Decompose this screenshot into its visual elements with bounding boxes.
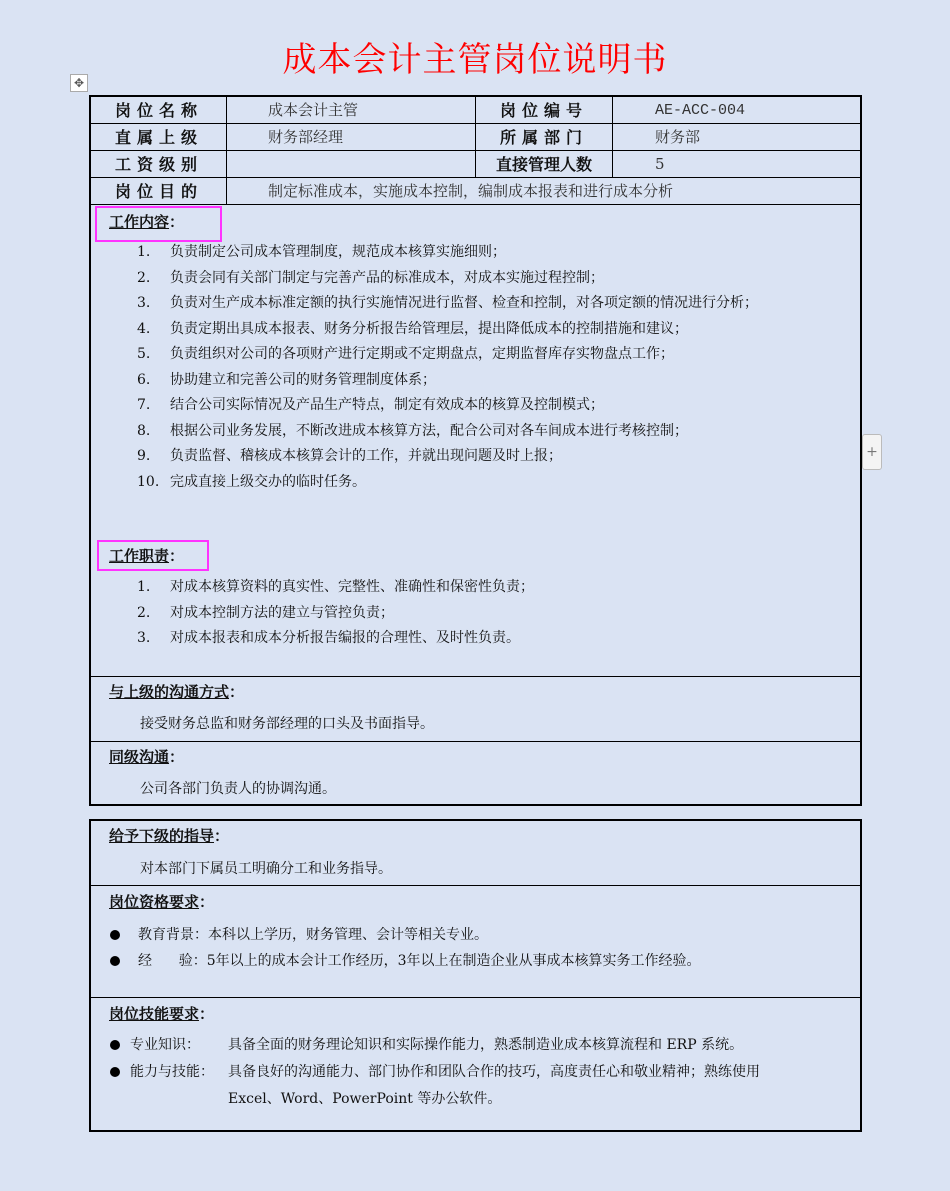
list-number: 2. [137,269,151,286]
bullet-icon [110,930,120,940]
position-name-label: 岗位名称 [114,101,203,120]
list-text: 对成本核算资料的真实性、完整性、准确性和保密性负责； [170,579,534,595]
skill-item: 能力与技能： 具备良好的沟通能力、部门协作和团队合作的技巧，高度责任心和敬业精神；熟练使用 [110,1061,760,1081]
bullet-icon [110,956,120,966]
department-value: 财务部 [655,128,701,146]
list-text: 负责组织对公司的各项财产进行定期或不定期盘点，定期监督库存实物盘点工作； [170,346,674,362]
list-item [137,393,758,419]
list-number: 3. [137,295,151,311]
qualification-item: 教育背景：本科以上学历，财务管理、会计等相关专业。 [110,924,488,944]
add-column-plus-icon[interactable]: + [862,434,882,470]
list-item [137,444,758,470]
table-move-handle-icon[interactable]: ✥ [70,74,88,92]
subordinates-label: 直接管理人数 [495,155,592,174]
subordinates-value: 5 [655,155,665,173]
list-text: 对成本报表和成本分析报告编报的合理性、及时性负责。 [170,630,520,646]
list-item [137,470,758,496]
superior-label: 直属上级 [114,128,203,147]
list-item [137,317,758,343]
list-text: 根据公司业务发展，不断改进成本核算方法，配合公司对各车间成本进行考核控制； [170,422,688,439]
peer-communication-text: 公司各部门负责人的协调沟通。 [140,781,336,797]
list-number: 5. [137,346,151,362]
upward-communication-text: 接受财务总监和财务部经理的口头及书面指导。 [140,716,434,732]
qualification-item: 经 验：5年以上的成本会计工作经历，3年以上在制造企业从事成本核算实务工作经验。 [110,950,701,970]
purpose-value: 制定标准成本，实施成本控制，编制成本报表和进行成本分析 [268,182,674,200]
purpose-label: 岗位目的 [114,182,203,201]
bullet-icon [110,1067,120,1077]
downward-guidance-text: 对本部门下属员工明确分工和业务指导。 [140,861,392,877]
skills-heading: 岗位技能要求： [109,1005,215,1023]
list-number: 8. [137,422,151,439]
document-title: 成本会计主管岗位说明书 [282,40,668,80]
list-item [137,368,758,394]
responsibilities-heading: 工作职责： [109,547,185,565]
list-number: 2. [137,604,151,621]
peer-communication-heading: 同级沟通： [109,748,185,766]
qualifications-heading: 岗位资格要求： [109,893,215,911]
list-number: 9. [137,448,151,464]
list-item [137,419,758,445]
list-number: 4. [137,320,151,337]
list-item [137,291,758,317]
list-item [137,601,534,627]
list-item [137,266,758,292]
list-item [137,240,758,266]
list-item [137,626,534,652]
list-text: 负责会同有关部门制定与完善产品的标准成本，对成本实施过程控制； [170,269,604,286]
upward-communication-heading: 与上级的沟通方式： [109,683,245,701]
list-text: 负责定期出具成本报表、财务分析报告给管理层，提出降低成本的控制措施和建议； [170,320,688,337]
superior-value: 财务部经理 [268,128,344,146]
bullet-icon [110,1040,120,1050]
list-number: 10. [137,473,160,490]
skill-item: 专业知识： 具备全面的财务理论知识和实际操作能力，熟悉制造业成本核算流程和 ERP 系统。 [110,1034,743,1054]
work-content-list [137,240,758,495]
list-number: 3. [137,630,151,646]
list-text: 协助建立和完善公司的财务管理制度体系； [170,371,436,388]
work-content-heading: 工作内容： [109,213,185,231]
position-code-label: 岗位编号 [499,101,588,120]
responsibilities-list [137,575,534,652]
list-text: 负责制定公司成本管理制度，规范成本核算实施细则； [170,244,506,260]
list-text: 对成本控制方法的建立与管控负责； [170,604,394,621]
downward-guidance-heading: 给予下级的指导： [109,827,230,845]
list-text: 完成直接上级交办的临时任务。 [170,473,366,490]
salary-label: 工资级别 [114,155,203,174]
list-number: 7. [137,397,151,413]
position-code-value: AE-ACC-004 [655,102,746,119]
list-number: 1. [137,244,151,260]
list-item [137,342,758,368]
skill-item-continuation: Excel、Word、PowerPoint 等办公软件。 [228,1091,502,1107]
list-text: 负责对生产成本标准定额的执行实施情况进行监督、检查和控制，对各项定额的情况进行分析； [170,295,758,311]
list-text: 负责监督、稽核成本核算会计的工作，并就出现问题及时上报； [170,448,562,464]
list-text: 结合公司实际情况及产品生产特点，制定有效成本的核算及控制模式； [170,397,604,413]
department-label: 所属部门 [499,128,588,147]
list-item [137,575,534,601]
list-number: 6. [137,371,151,388]
position-name-value: 成本会计主管 [268,101,359,119]
list-number: 1. [137,579,151,595]
